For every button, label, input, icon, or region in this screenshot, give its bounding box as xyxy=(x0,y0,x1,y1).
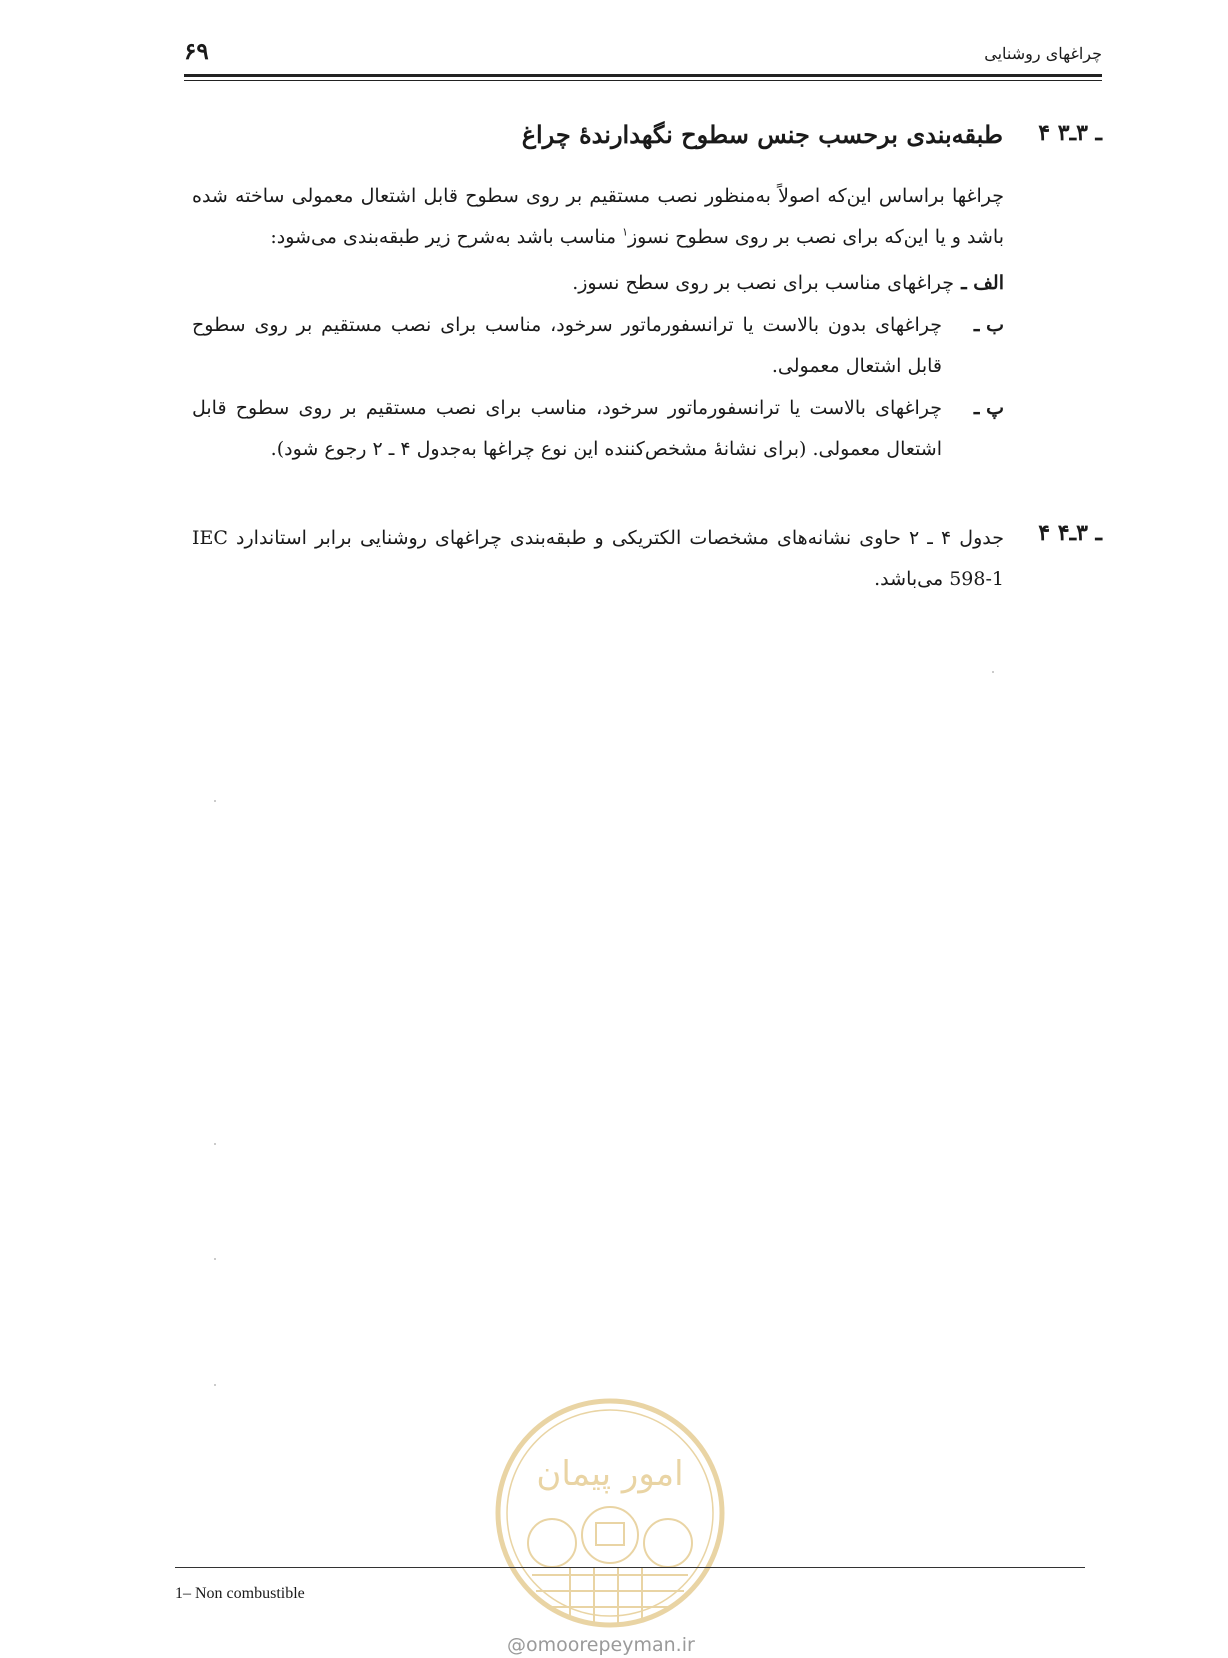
header-rule-thin xyxy=(184,80,1102,81)
header-rule-thick xyxy=(184,74,1102,77)
intro-line-2-post: مناسب باشد به‌شرح زیر طبقه‌بندی می‌شود: xyxy=(270,226,623,248)
footnote-ref: ۱ xyxy=(622,225,628,239)
section-heading: طبقه‌بندی برحسب جنس سطوح نگهدارندهٔ چراغ xyxy=(521,120,1003,149)
watermark-stamp xyxy=(492,1395,728,1631)
section-number: ۴ ـ ۳ـ۳ xyxy=(1038,120,1102,146)
intro-paragraph xyxy=(192,176,1004,258)
section-number: ۴ ـ ۳ـ۴ xyxy=(1038,520,1102,546)
footnote: 1– Non combustible xyxy=(175,1585,305,1602)
page-number: ۶۹ xyxy=(184,38,209,65)
scan-speck xyxy=(214,1143,216,1145)
item-marker: الف ـ xyxy=(961,272,1004,294)
item-text: چراغهای بالاست یا ترانسفورماتور سرخود، مناسب برای نصب مستقیم بر روی سطوح قابل اشتعال معمولی. (برای نشانهٔ مشخص‌کننده این نوع چراغها به‌جدول ۴ ـ ۲ رجوع شود). xyxy=(192,397,942,460)
running-header-title: چراغهای روشنایی xyxy=(984,44,1102,63)
item-text: چراغهای بدون بالاست یا ترانسفورماتور سرخود، مناسب برای نصب مستقیم بر روی سطوح قابل اشتعال معمولی. xyxy=(192,314,942,377)
scan-speck xyxy=(992,671,994,673)
section-paragraph: جدول ۴ ـ ۲ حاوی نشانه‌های مشخصات الکتریکی و طبقه‌بندی چراغهای روشنایی برابر استاندارد IEC 598-1 می‌باشد. xyxy=(192,527,1004,590)
scan-speck xyxy=(214,1258,216,1260)
list-item xyxy=(192,263,1004,304)
item-marker: پ ـ xyxy=(973,397,1004,419)
scan-speck xyxy=(214,1384,216,1386)
watermark-url: @omoorepeyman.ir xyxy=(507,1634,695,1656)
intro-line-1: چراغها براساس این‌که اصولاً به‌منظور نصب مستقیم بر روی سطوح قابل اشتعال معمولی ساخته شده xyxy=(192,185,1004,207)
list-item xyxy=(192,388,1004,470)
intro-line-2-pre: باشد و یا این‌که برای نصب بر روی سطوح نسوز xyxy=(628,226,1004,248)
footnote-rule xyxy=(175,1567,1085,1568)
item-text: چراغهای مناسب برای نصب بر روی سطح نسوز. xyxy=(572,272,954,294)
stamp-text: امور پیمان xyxy=(536,1454,684,1494)
list-item xyxy=(192,305,1004,387)
scan-speck xyxy=(214,800,216,802)
item-marker: ب ـ xyxy=(973,314,1004,336)
